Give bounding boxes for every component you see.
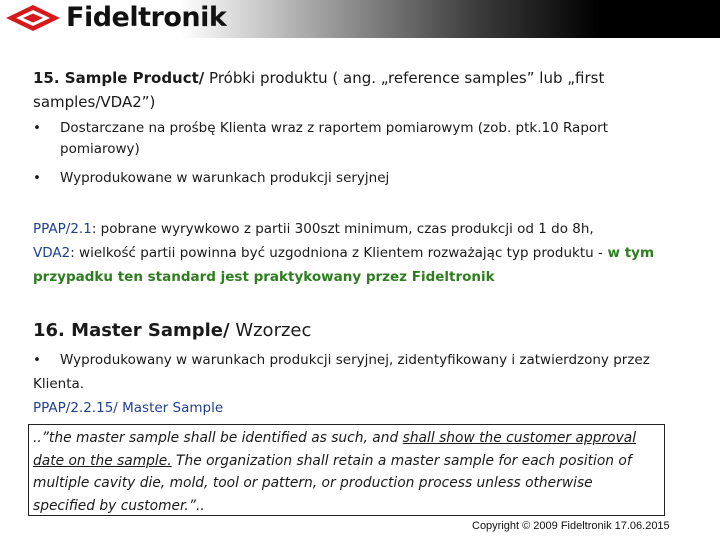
vda-green-text: w tym przypadku ten standard jest praktykowany przez Fideltronik <box>33 245 655 285</box>
section-15-bullets <box>33 118 673 197</box>
section-15-title-bold: 15. Sample Product/ <box>33 69 205 87</box>
footer-copyright: Copyright © 2009 Fideltronik 17.06.2015 <box>472 520 670 532</box>
bullet-icon: • <box>33 352 41 368</box>
bullet-text: Dostarczane na prośbę Klienta wraz z raportem pomiarowym (zob. ptk.10 Raport pomiarowy) <box>60 120 609 157</box>
bullet-text: Wyprodukowane w warunkach produkcji seryjnej <box>60 170 390 186</box>
header-bar <box>0 0 720 38</box>
fideltronik-logo-icon <box>4 3 62 33</box>
list-item <box>33 168 673 189</box>
ppap-text: : pobrane wyrywkowo z partii 300szt minimum, czas produkcji od 1 do 8h, <box>91 221 594 237</box>
section-16-title <box>33 318 311 344</box>
quote-part-1: ..”the master sample shall be identified as such, and <box>33 430 403 446</box>
section-16-title-bold: 16. Master Sample/ <box>33 320 230 341</box>
section-15-title <box>33 66 693 114</box>
list-item <box>33 118 673 160</box>
brand-name: Fideltronik <box>66 2 227 33</box>
quote-part-2: The organization shall retain a master sample for each position of multiple cavity die, mold, tool or pattern, or production process unless otherwise specified by customer.”.. <box>33 452 632 514</box>
vda-label: VDA2 <box>33 245 71 261</box>
ppap-master-sample-ref: PPAP/2.2.15/ Master Sample <box>33 400 224 416</box>
section-15-title-rest: Próbki produktu ( ang. „reference samples” lub „first samples/VDA2”) <box>33 69 605 111</box>
ppap-label: PPAP/2.1 <box>33 221 92 237</box>
quote-underlined: shall show the customer approval date on the sample. <box>33 430 637 469</box>
section-16-body <box>33 348 683 420</box>
section-16-bullet-text: Wyprodukowany w warunkach produkcji seryjnej, zidentyfikowany i zatwierdzony przez Klienta. <box>33 352 650 392</box>
section-16-title-rest: Wzorzec <box>229 320 312 341</box>
quote-box <box>28 424 665 516</box>
bullet-icon: • <box>33 120 41 136</box>
vda-text: : wielkość partii powinna być uzgodniona z Klientem rozważając typ produktu - <box>70 245 603 261</box>
bullet-icon: • <box>33 170 41 186</box>
ppap-vda-paragraph <box>33 217 683 289</box>
